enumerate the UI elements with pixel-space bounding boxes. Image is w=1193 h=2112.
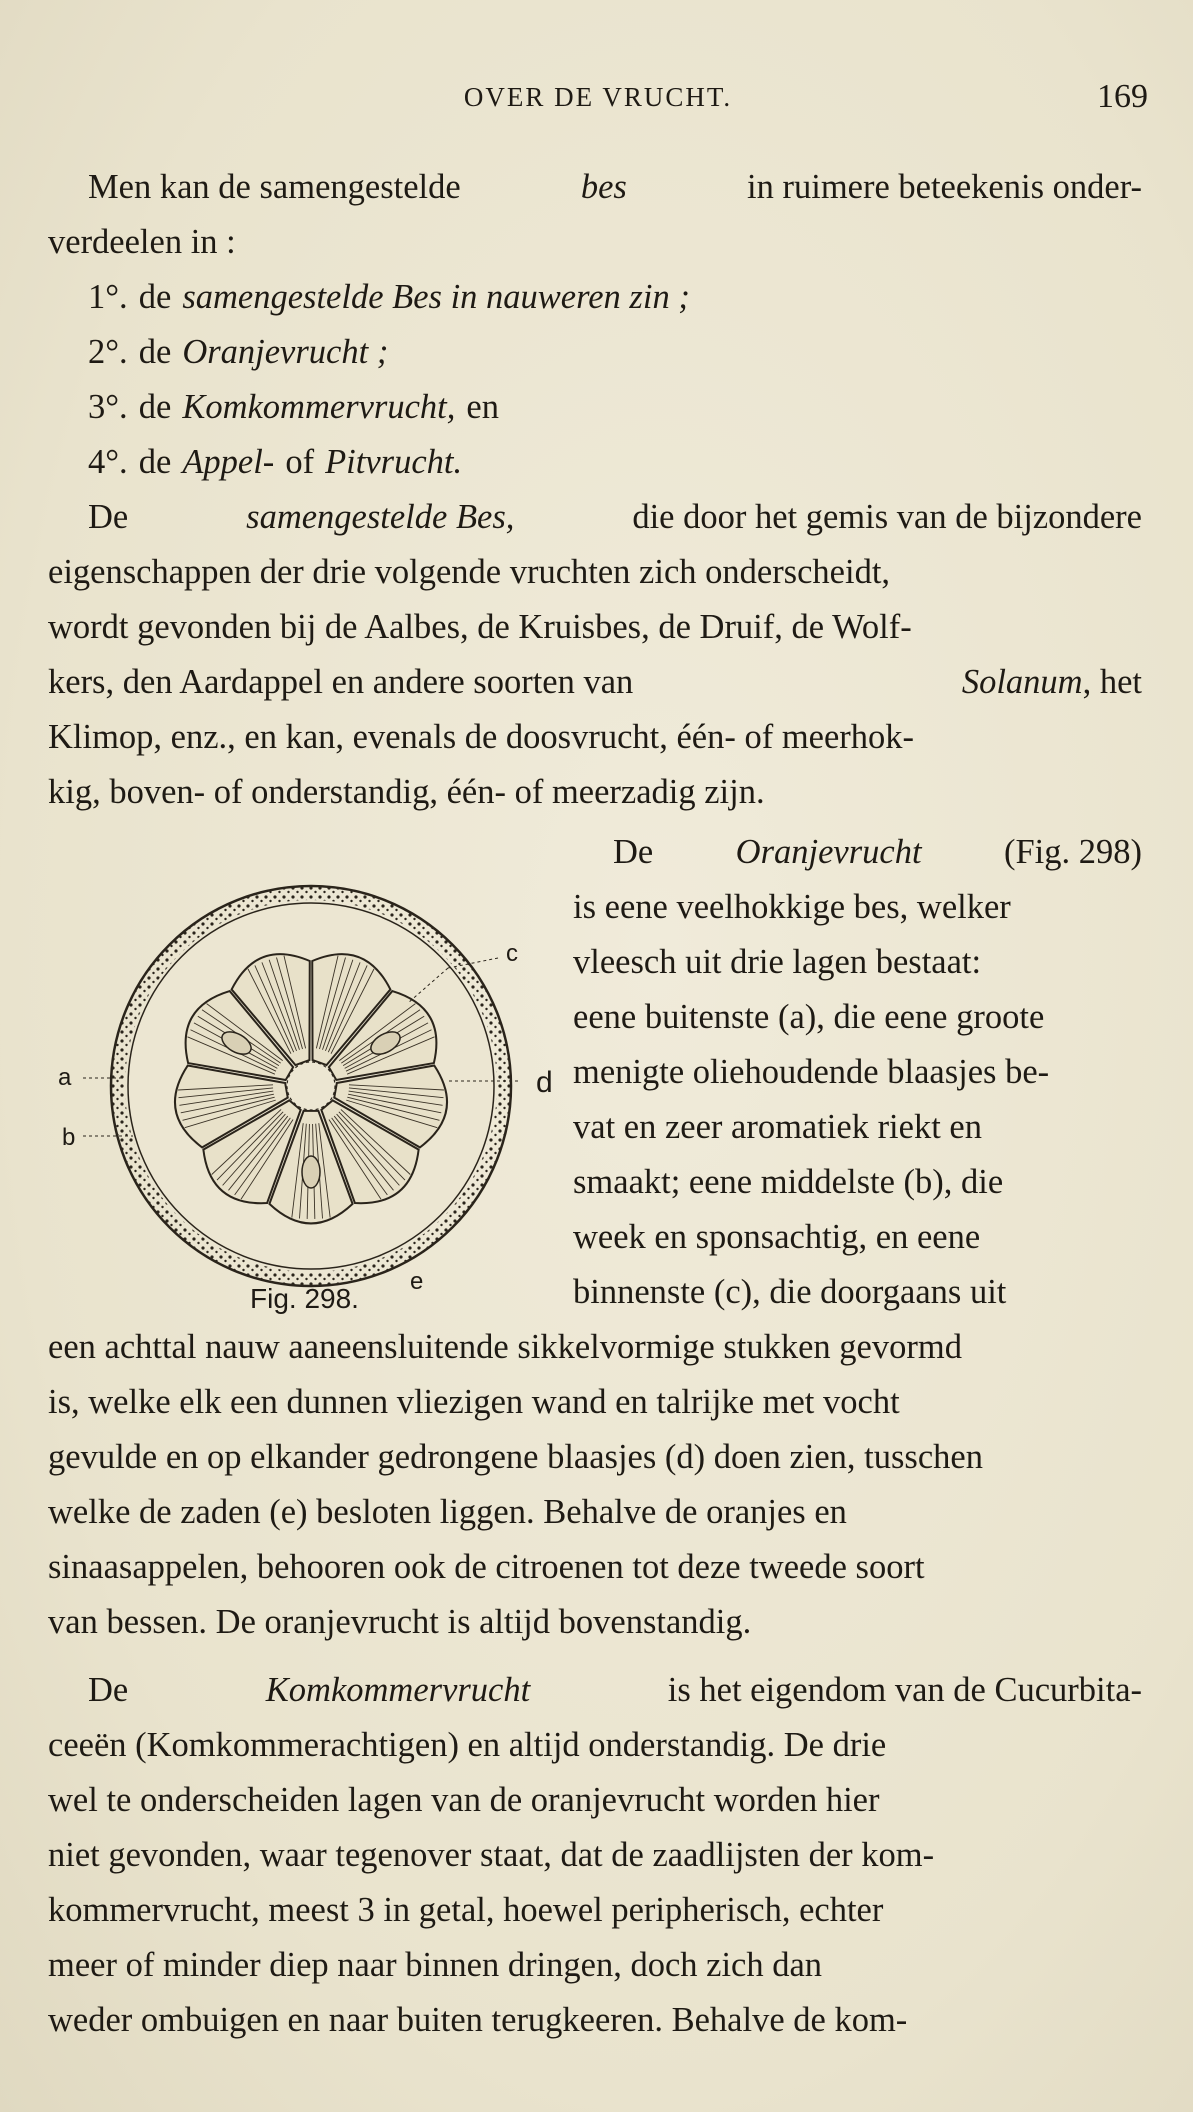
text-line: Men kan de samengestelde bes in ruimere beteekenis onder- [88,168,1142,206]
text-block-middle [48,1320,1142,1650]
text-line: verdeelen in : [48,223,236,261]
page-number: 169 [1097,78,1148,115]
figure-label-a: a [58,1064,72,1091]
text-line: weder ombuigen en naar buiten terugkeeren. Behalve de kom- [48,2001,908,2039]
figure-label-d: d [536,1066,553,1099]
text-block-bottom [48,1663,1142,2048]
seed [302,1156,320,1188]
text-line: een achttal nauw aaneensluitende sikkelvormige stukken gevormd [48,1328,962,1366]
text-line: gevulde en op elkander gedrongene blaasjes (d) doen zien, tusschen [48,1438,983,1476]
text-block-top [48,160,1142,820]
text-line: niet gevonden, waar tegenover staat, dat de zaadlijsten der kom- [48,1836,935,1874]
text-line: De samengestelde Bes, die door het gemis van de bijzondere [88,498,1142,536]
running-head: OVER DE VRUCHT. [463,82,733,112]
text-line: eigenschappen der drie volgende vruchten zich onderscheidt, [48,553,891,591]
text-line: wel te onderscheiden lagen van de oranjevrucht worden hier [48,1781,880,1819]
text-line: Klimop, enz., en kan, evenals de doosvrucht, één- of meerhok- [48,718,915,756]
list-item: 4°. de Appel- of Pitvrucht. [88,443,463,481]
text-line: vat en zeer aromatiek riekt en [573,1108,982,1146]
text-line: meer of minder diep naar binnen dringen, doch zich dan [48,1946,823,1984]
figure-298 [48,868,568,1326]
text-line: is eene veelhokkige bes, welker [573,888,1011,926]
figure-label-c: c [506,940,518,967]
text-line: van bessen. De oranjevrucht is altijd bovenstandig. [48,1603,752,1641]
figure-label-e: e [410,1268,424,1295]
text-line: eene buitenste (a), die eene groote [573,998,1045,1036]
orange-cross-section-illustration [48,868,568,1288]
text-line: sinaasappelen, behooren ook de citroenen tot deze tweede soort [48,1548,925,1586]
list-item: 1°. de samengestelde Bes in nauweren zin ; [88,278,690,316]
text-line: welke de zaden (e) besloten liggen. Behalve de oranjes en [48,1493,847,1531]
text-line: De Komkommervrucht is het eigendom van de Cucurbita- [88,1671,1142,1709]
text-line: ceeën (Komkommerachtigen) en altijd onderstandig. De drie [48,1726,887,1764]
text-block-side [573,825,1142,1320]
text-line: wordt gevonden bij de Aalbes, de Kruisbes, de Druif, de Wolf- [48,608,912,646]
figure-caption: Fig. 298. [250,1283,359,1314]
text-line: is, welke elk een dunnen vliezigen wand en talrijke met vocht [48,1383,900,1421]
figure-label-b: b [62,1124,76,1151]
page-header [48,78,1148,118]
list-item: 3°. de Komkommervrucht, en [88,388,499,426]
text-line: kommervrucht, meest 3 in getal, hoewel peripherisch, echter [48,1891,884,1929]
text-line: kig, boven- of onderstandig, één- of meerzadig zijn. [48,773,765,811]
text-line: vleesch uit drie lagen bestaat: [573,943,982,981]
text-line: binnenste (c), die doorgaans uit [573,1273,1007,1311]
text-line: week en sponsachtig, en eene [573,1218,981,1256]
text-line: kers, den Aardappel en andere soorten van Solanum, het [48,663,1142,701]
list-item: 2°. de Oranjevrucht ; [88,333,389,371]
text-line: smaakt; eene middelste (b), die [573,1163,1004,1201]
text-line: De Oranjevrucht (Fig. 298) [613,833,1142,871]
text-line: menigte oliehoudende blaasjes be- [573,1053,1050,1091]
